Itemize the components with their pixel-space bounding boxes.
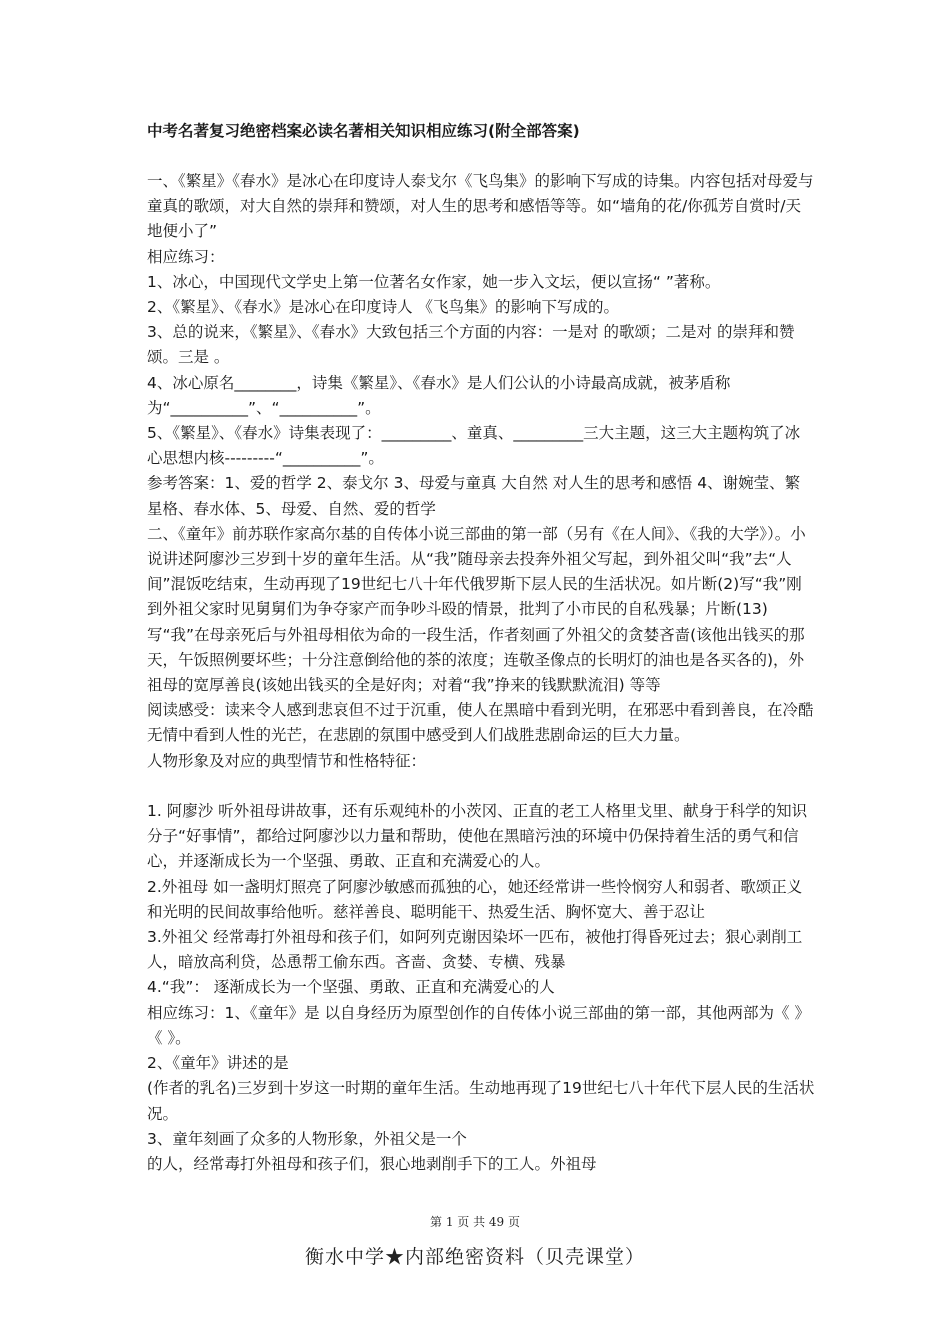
paragraph: 二、《童年》前苏联作家高尔基的自传体小说三部曲的第一部（另有《在人间》、《我的大学》）。小说讲述阿廖沙三岁到十岁的童年生活。从“我”随母亲去投奔外祖父写起，到外祖父叫“我”去“人间”混饭吃结束，生动再现了19世纪七八十年代俄罗斯下层人民的生活状况。如片断(2)写“我”刚到外祖父家时见舅舅们为争夺家产而争吵斗殴的情景，批判了小市民的自私残暴；片断(13)写“我”在母亲死后与外祖母相依为命的一段生活，作者刻画了外祖父的贪婪吝啬(该他出钱买的那天，午饭照例要坏些；十分注意倒给他的茶的浓度；连敬圣像点的长明灯的油也是各买各的)，外祖母的宽厚善良(该她出钱买的全是好肉；对着“我”挣来的钱默默流泪) 等等 bbox=[147, 524, 806, 695]
document-title: 中考名著复习绝密档案必读名著相关知识相应练习(附全部答案) bbox=[147, 122, 580, 140]
paragraph: 3、童年刻画了众多的人物形象，外祖父是一个 bbox=[147, 1129, 467, 1148]
paragraph: 2.外祖母 如一盏明灯照亮了阿廖沙敏感而孤独的心，她还经常讲一些怜悯穷人和弱者、歌颂正义和光明的民间故事给他听。慈祥善良、聪明能干、热爱生活、胸怀宽大、善于忍让 bbox=[147, 877, 803, 921]
paragraph: (作者的乳名)三岁到十岁这一时期的童年生活。生动地再现了19世纪七八十年代下层人民的生活状况。 bbox=[147, 1079, 815, 1123]
document-body bbox=[147, 169, 815, 1177]
page-number: 第 1 页 共 49 页 bbox=[430, 1215, 520, 1229]
paragraph: 4、冰心原名________，诗集《繁星》、《春水》是人们公认的小诗最高成就，被茅盾称为“__________”、“__________”。 bbox=[147, 373, 731, 417]
paragraph: 阅读感受：读来令人感到悲哀但不过于沉重，使人在黑暗中看到光明，在邪恶中看到善良，在冷酷无情中看到人性的光芒，在悲剧的氛围中感受到人们战胜悲剧命运的巨大力量。 bbox=[147, 701, 814, 745]
paragraph: 的人，经常毒打外祖母和孩子们，狠心地剥削手下的工人。外祖母 bbox=[147, 1154, 597, 1173]
footer-brand: 衡水中学★内部绝密资料（贝壳课堂） bbox=[304, 1246, 645, 1268]
paragraph: 人物形象及对应的典型情节和性格特征： bbox=[147, 751, 427, 770]
paragraph: 2、《繁星》、《春水》是冰心在印度诗人 《飞鸟集》的影响下写成的。 bbox=[147, 298, 620, 317]
paragraph: 相应练习：1、《童年》是 以自身经历为原型创作的自传体小说三部曲的第一部，其他两部为《 》《 》。 bbox=[147, 1003, 810, 1047]
paragraph: 5、《繁星》、《春水》诗集表现了：_________、童真、_________三大主题，这三大主题构筑了冰心思想内核---------“__________”。 bbox=[147, 424, 801, 468]
paragraph: 3.外祖父 经常毒打外祖母和孩子们，如阿列克谢因染坏一匹布，被他打得昏死过去；狠心剥削工人，暗放高利贷，怂恿帮工偷东西。吝啬、贪婪、专横、残暴 bbox=[147, 928, 803, 972]
paragraph: 参考答案：1、爱的哲学 2、泰戈尔 3、母爱与童真 大自然 对人生的思考和感悟 4、谢婉莹、繁星格、春水体、5、母爱、自然、爱的哲学 bbox=[147, 474, 801, 518]
blank-line bbox=[147, 774, 815, 799]
paragraph: 4.“我”： 逐渐成长为一个坚强、勇敢、正直和充满爱心的人 bbox=[147, 978, 555, 997]
paragraph: 1. 阿廖沙 听外祖母讲故事，还有乐观纯朴的小茨冈、正直的老工人格里戈里、献身于科学的知识分子“好事情”，都给过阿廖沙以力量和帮助，使他在黑暗污浊的环境中仍保持着生活的勇气和信心，并逐渐成长为一个坚强、勇敢、正直和充满爱心的人。 bbox=[147, 802, 808, 871]
paragraph: 相应练习： bbox=[147, 247, 225, 266]
paragraph: 1、冰心，中国现代文学史上第一位著名女作家，她一步入文坛，便以宣扬“ ”著称。 bbox=[147, 272, 721, 291]
paragraph: 2、《童年》讲述的是 bbox=[147, 1054, 289, 1073]
paragraph: 3、总的说来，《繁星》、《春水》大致包括三个方面的内容：一是对 的歌颂；二是对 的崇拜和赞颂。三是 。 bbox=[147, 323, 795, 367]
paragraph: 一、《繁星》《春水》是冰心在印度诗人泰戈尔《飞鸟集》的影响下写成的诗集。内容包括对母爱与童真的歌颂，对大自然的崇拜和赞颂，对人生的思考和感悟等等。如“墙角的花/你孤芳自赏时/天地便小了” bbox=[147, 172, 814, 241]
